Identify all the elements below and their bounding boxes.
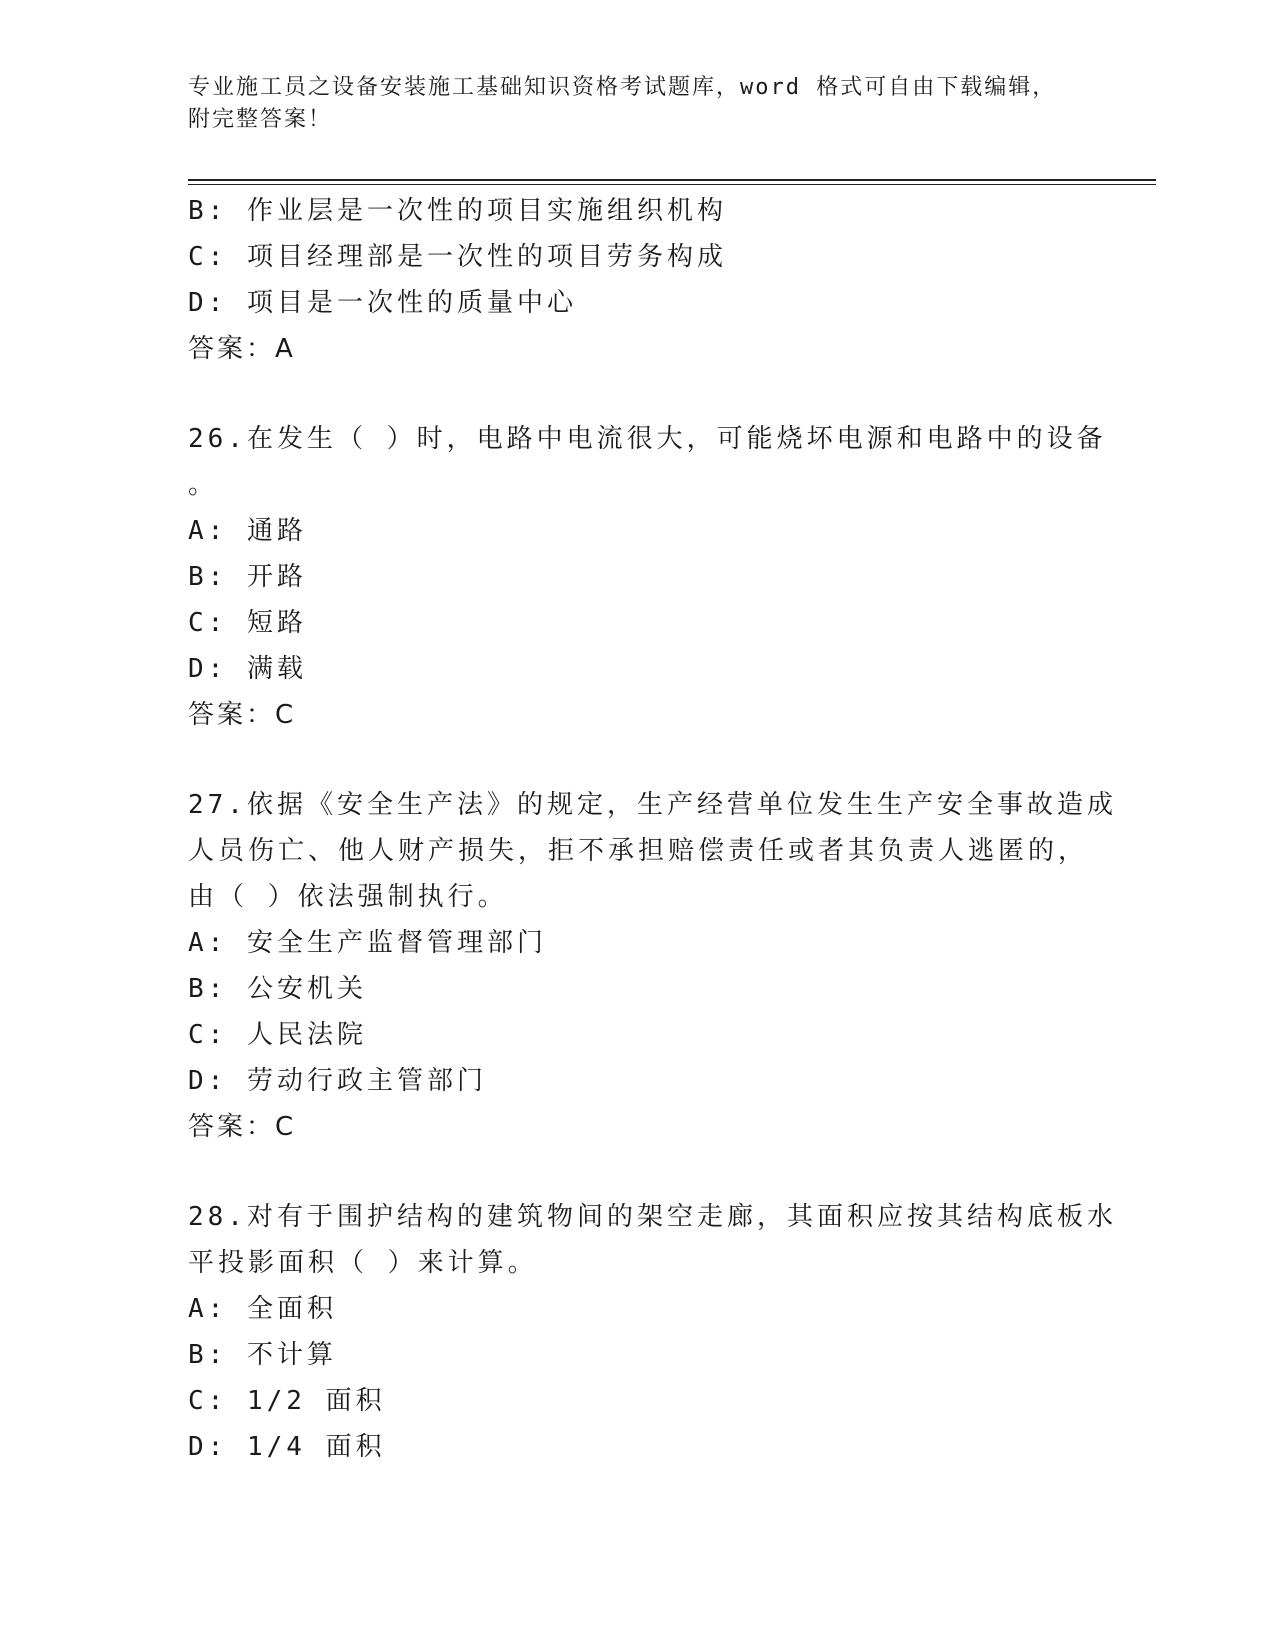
- question-spacer: [188, 372, 1088, 416]
- option-c: C: 1/2 面积: [188, 1386, 386, 1416]
- option-d: D: 1/4 面积: [188, 1432, 386, 1462]
- option-a: A: 全面积: [188, 1294, 337, 1324]
- header-line-2: 附完整答案！: [188, 107, 333, 132]
- header-divider-thick: [188, 179, 1156, 181]
- header-divider-thin: [188, 184, 1156, 185]
- question-stem-continued: 平投影面积（ ）来计算。: [188, 1248, 538, 1278]
- question-stem: 27.依据《安全生产法》的规定，生产经营单位发生生产安全事故造成: [188, 790, 1117, 820]
- question-list: [188, 188, 1117, 1470]
- option-a: A: 安全生产监督管理部门: [188, 928, 547, 958]
- option-c: C: 短路: [188, 608, 307, 638]
- question-28: [188, 1194, 1117, 1470]
- question-spacer: [188, 1150, 1088, 1194]
- answer-line: 答案：A: [188, 334, 296, 364]
- header-line-1: 专业施工员之设备安装施工基础知识资格考试题库，word 格式可自由下载编辑，: [188, 75, 1057, 100]
- question-stem-continued: 人员伤亡、他人财产损失，拒不承担赔偿责任或者其负责人逃匿的，: [188, 836, 1089, 866]
- question-stem-continued: 。: [188, 470, 219, 500]
- question-25-tail: [188, 188, 1088, 372]
- option-d: D: 项目是一次性的质量中心: [188, 288, 577, 318]
- option-b: B: 开路: [188, 562, 307, 592]
- option-b: B: 作业层是一次性的项目实施组织机构: [188, 196, 727, 226]
- question-27: [188, 782, 1117, 1150]
- question-stem-continued: 由（ ）依法强制执行。: [188, 882, 508, 912]
- answer-line: 答案：C: [188, 1112, 297, 1142]
- option-d: D: 劳动行政主管部门: [188, 1066, 487, 1096]
- question-26: [188, 416, 1107, 738]
- answer-line: 答案：C: [188, 700, 297, 730]
- option-a: A: 通路: [188, 516, 307, 546]
- question-stem: 28.对有于围护结构的建筑物间的架空走廊，其面积应按其结构底板水: [188, 1202, 1117, 1232]
- question-spacer: [188, 738, 1088, 782]
- option-d: D: 满载: [188, 654, 307, 684]
- option-c: C: 人民法院: [188, 1020, 367, 1050]
- option-b: B: 公安机关: [188, 974, 367, 1004]
- option-b: B: 不计算: [188, 1340, 337, 1370]
- question-stem: 26.在发生（ ）时，电路中电流很大，可能烧坏电源和电路中的设备: [188, 424, 1107, 454]
- document-header: [188, 72, 1088, 136]
- option-c: C: 项目经理部是一次性的项目劳务构成: [188, 242, 727, 272]
